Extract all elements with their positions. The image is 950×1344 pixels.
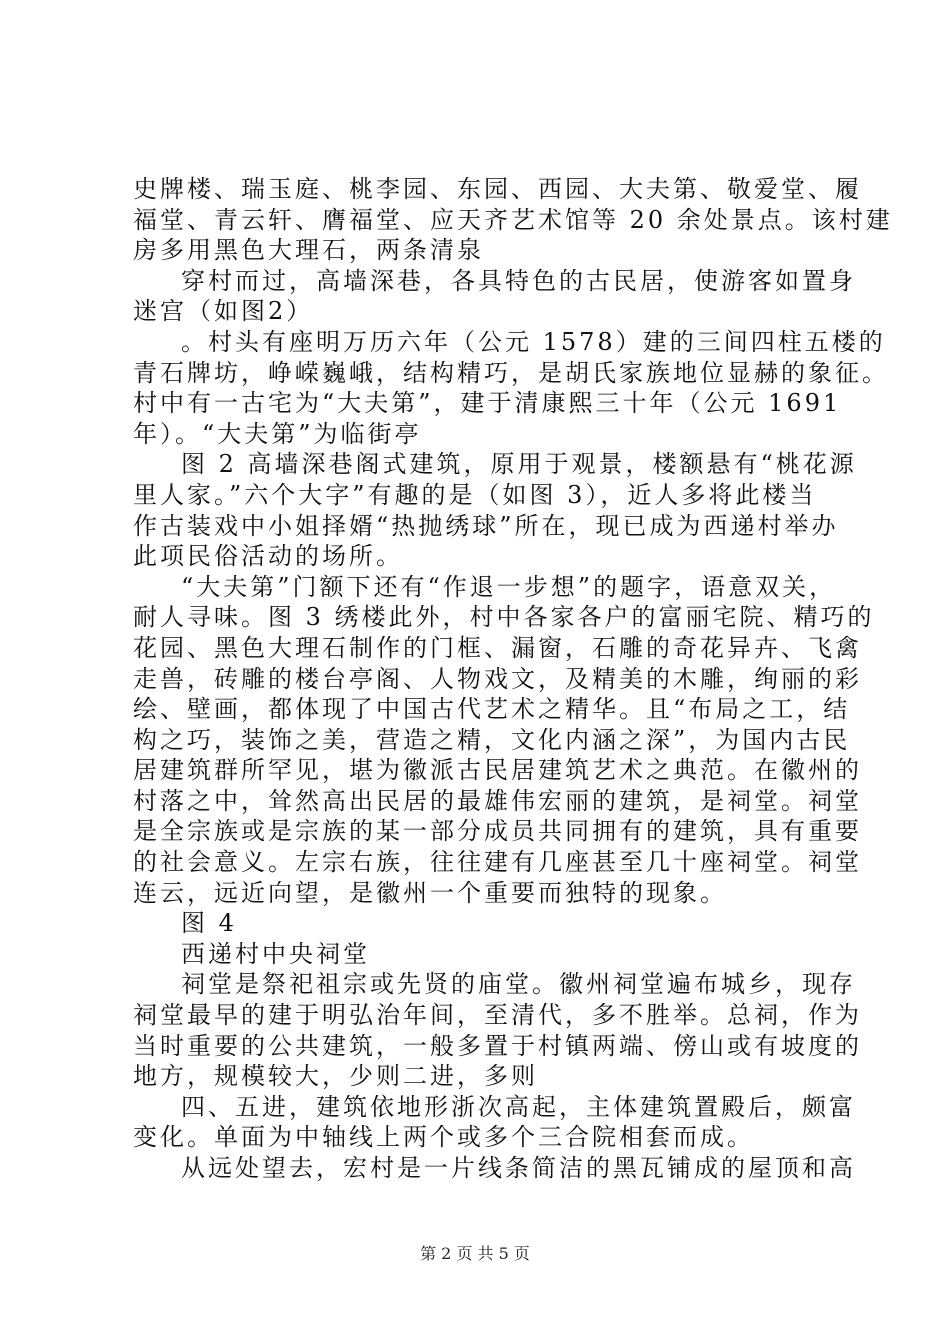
text-line: 是全宗族或是宗族的某一部分成员共同拥有的建筑，具有重要 [133,817,862,846]
text-line: 史牌楼、瑞玉庭、桃李园、东园、西园、大夫第、敬爱堂、履 [133,175,862,203]
text-line: 走兽，砖雕的楼台亭阁、人物戏文，及精美的木雕，绚丽的彩 [133,664,862,693]
text-line: 此项民俗活动的场所。 [133,542,403,571]
text-line: 变化。单面为中轴线上两个或多个三合院相套而成。 [133,1123,754,1152]
text-line: 连云，远近向望，是徽州一个重要而独特的现象。 [133,878,727,907]
text-line: 房多用黑色大理石，两条清泉 [133,236,484,265]
page-number-footer: 第 2 页 共 5 页 [420,1244,530,1263]
text-line: 当时重要的公共建筑，一般多置于村镇两端、傍山或有坡度的 [133,1031,862,1060]
text-line: 图 2 高墙深巷阁式建筑，原用于观景，楼额悬有“桃花源 [181,450,857,479]
text-line: 穿村而过，高墙深巷，各具特色的古民居，使游客如置身 [181,266,856,295]
text-line: 居建筑群所罕见，堪为徽派古民居建筑艺术之典范。在徽州的 [133,756,862,785]
text-line: 四、五进，建筑依地形浙次高起，主体建筑置殿后，颇富 [181,1092,856,1121]
text-line: 里人家。”六个大字”有趣的是（如图 3），近人多将此楼当 [133,480,817,509]
text-line: 绘、壁画，都体现了中国古代艺术之精华。且“布局之工，结 [133,695,851,724]
text-line: 耐人寻味。图 3 绣楼此外，村中各家各户的富丽宅院、精巧的 [133,603,875,632]
text-line: 花园、黑色大理石制作的门框、漏窗，石雕的奇花异卉、飞禽 [133,633,862,662]
text-line: 地方，规模较大，少则二进，多则 [133,1062,538,1091]
figure-caption: 图 4 [181,909,237,938]
text-line: 年）。“大夫第”为临街亭 [133,419,422,448]
text-line: 村落之中，耸然高出民居的最雄伟宏丽的建筑，是祠堂。祠堂 [133,786,862,815]
text-line: 村中有一古宅为“大夫第”，建于清康熙三十年（公元 1691 [133,389,842,418]
text-line: 从远处望去，宏村是一片线条简洁的黑瓦铺成的屋顶和高 [181,1154,856,1182]
text-line: 祠堂是祭祀祖宗或先贤的庙堂。徽州祠堂遍布城乡，现存 [181,970,856,999]
text-line: 。村头有座明万历六年（公元 1578）建的三间四柱五楼的 [181,327,886,356]
text-line: 作古装戏中小姐择婿“热抛绣球”所在，现已成为西递村举办 [133,511,839,540]
text-line: 祠堂最早的建于明弘治年间，至清代，多不胜举。总祠，作为 [133,1001,862,1030]
text-line: 的社会意义。左宗右族，往往建有几座甚至几十座祠堂。祠堂 [133,848,862,877]
text-line: “大夫第”门额下还有“作退一步想”的题字，语意双关， [181,572,837,601]
figure-caption: 西递村中央祠堂 [181,939,370,968]
text-line: 迷宫（如图2） [133,297,314,326]
text-line: 青石牌坊，峥嵘巍峨，结构精巧，是胡氏家族地位显赫的象征。 [133,358,889,387]
text-line: 构之巧，装饰之美，营造之精，文化内涵之深”，为国内古民 [133,725,851,754]
body-text [133,174,893,1184]
text-line: 福堂、青云轩、膺福堂、应天齐艺术馆等 20 余处景点。该村建 [133,205,893,234]
